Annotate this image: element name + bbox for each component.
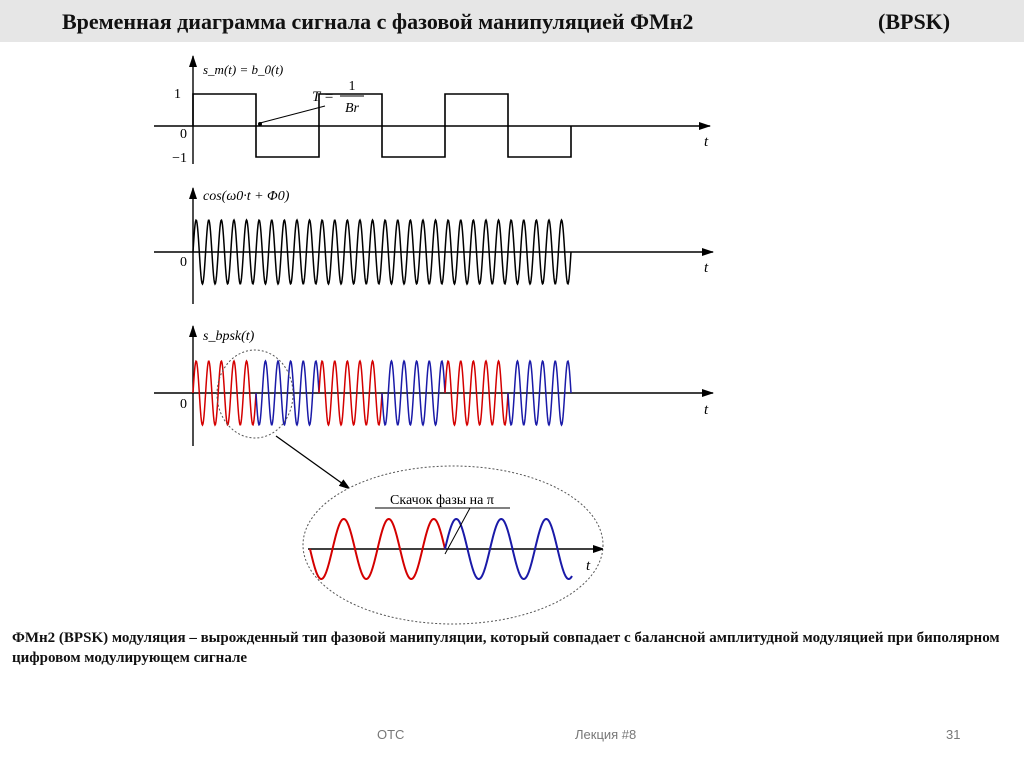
y-tick-0: 0: [180, 127, 187, 142]
carrier-waveform: [193, 220, 571, 284]
bpsk-zero-label: 0: [180, 397, 187, 412]
y-tick-1: 1: [174, 87, 181, 102]
slide-title-tag: (BPSK): [878, 9, 951, 34]
zoom-arrow: [276, 436, 350, 489]
period-denominator: Br: [345, 101, 359, 116]
time-axis-label: t: [704, 134, 709, 150]
bpsk-waveform: [193, 361, 571, 425]
bpsk-panel: [154, 326, 713, 446]
data-signal-label: s_m(t) = b_0(t): [203, 62, 284, 77]
y-tick-minus-1: −1: [172, 151, 187, 166]
data-signal-panel: [154, 56, 710, 166]
carrier-panel: [154, 188, 713, 304]
zoom-time-label: t: [586, 558, 591, 574]
slide-caption: ФМн2 (BPSK) модуляция – вырожденный тип фазовой манипуляции, который совпадает с балансной амплитудной модуляцией при биполярном цифровом модулирующем сигнале: [12, 630, 1000, 666]
phase-jump-label: Скачок фазы на π: [390, 493, 494, 508]
carrier-zero-label: 0: [180, 255, 187, 270]
bpsk-time-label: t: [704, 402, 709, 418]
bpsk-label: s_bpsk(t): [203, 329, 255, 344]
zoom-lens-outline: [303, 466, 603, 624]
period-pointer: [260, 106, 325, 123]
carrier-time-label: t: [704, 260, 709, 276]
footer-lecture: Лекция #8: [575, 727, 637, 742]
period-pointer-dot: [258, 122, 262, 126]
footer-page-number: 31: [946, 727, 961, 742]
zoom-lens: [303, 466, 604, 624]
footer-course: ОТС: [377, 727, 405, 742]
slide-title: Временная диаграмма сигнала с фазовой манипуляцией ФМн2: [62, 9, 694, 34]
period-numerator: 1: [348, 79, 356, 94]
carrier-label: cos(ω0·t + Φ0): [203, 189, 290, 204]
period-label: T =: [312, 89, 334, 105]
